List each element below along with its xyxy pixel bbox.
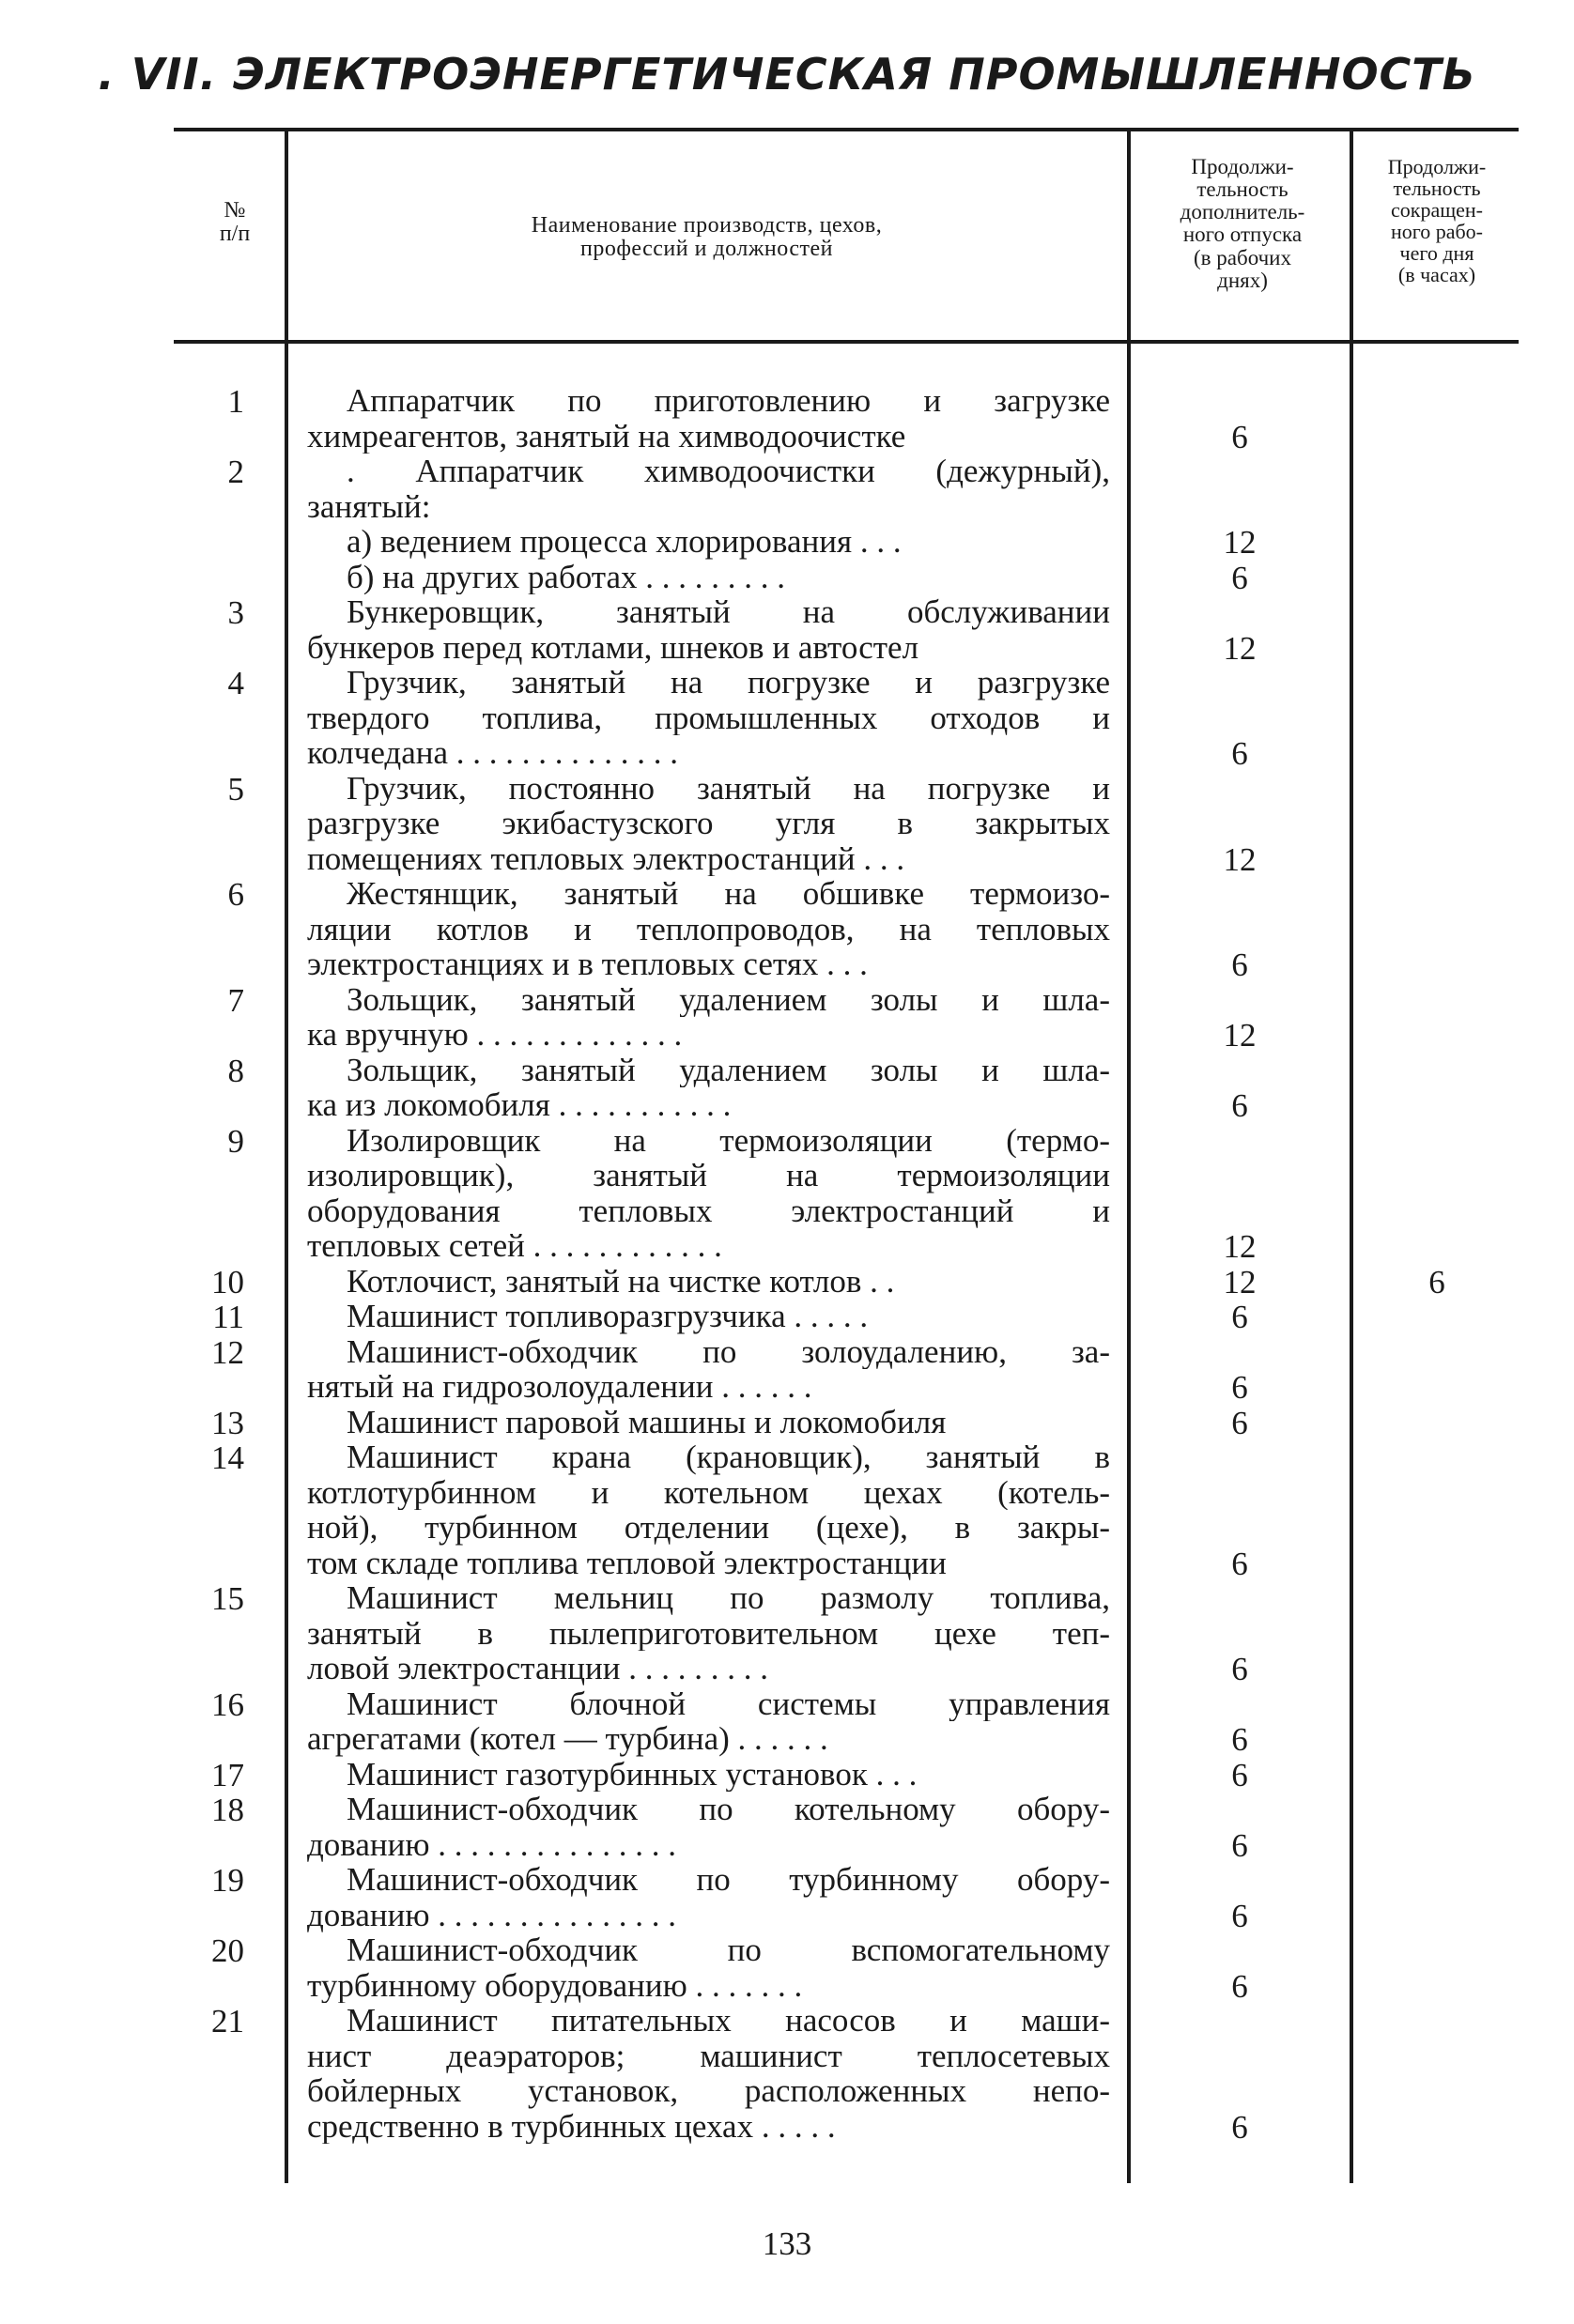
row-name-line: Машинист паровой машины и локомобиля	[347, 1404, 947, 1439]
row-number: 12	[211, 1333, 244, 1371]
row-name	[307, 1053, 1110, 1123]
row-name	[307, 1439, 1110, 1580]
header-line: чего дня	[1399, 241, 1474, 266]
page-number: 133	[762, 2225, 812, 2262]
row-name-line: бойлерных установок, расположенных непо-	[307, 2073, 1110, 2109]
header-name	[286, 214, 1127, 261]
row-name-line: Машинист мельниц по размолу топлива,	[347, 1580, 1110, 1616]
row-name-line: ной), турбинном отделении (цехе), в закры-	[307, 1510, 1110, 1546]
row-name-line: Изолировщик на термоизоляции (термо-	[347, 1122, 1110, 1158]
extra-leave-value: 6	[1231, 1967, 1248, 2005]
row-name-line: а) ведением процесса хлорирования . . .	[347, 524, 902, 560]
row-name-line: Машинист-обходчик по котельному обору-	[347, 1792, 1110, 1827]
row-name-line: Машинист-обходчик по золоудалению, за-	[347, 1333, 1110, 1369]
header-line: п/п	[219, 222, 251, 247]
row-number: 9	[227, 1122, 244, 1160]
row-name-line: оборудования тепловых электростанций и	[307, 1193, 1110, 1228]
extra-leave-value: 6	[1231, 1826, 1248, 1864]
row-name	[307, 1405, 1110, 1440]
row-name-line: Грузчик, постоянно занятый на погрузке и	[347, 770, 1110, 806]
extra-leave-value: 6	[1231, 1087, 1248, 1124]
row-number: 14	[211, 1439, 244, 1476]
header-line: тельность	[1393, 177, 1481, 201]
header-line: тельность	[1196, 177, 1289, 202]
row-number: 5	[227, 770, 244, 808]
header-line: ного отпуска	[1182, 223, 1303, 247]
row-name-line: Машинист-обходчик по вспомогательному	[347, 1932, 1110, 1968]
row-name-line: изолировщик), занятый на термоизоляции	[307, 1158, 1110, 1193]
row-name-line: Машинист топливоразгрузчика . . . . .	[347, 1299, 869, 1334]
extra-leave-value: 6	[1231, 1897, 1248, 1934]
row-name	[307, 665, 1110, 771]
extra-leave-value: 6	[1231, 1721, 1248, 1758]
row-name-line: нист деаэраторов; машинист теплосетевых	[307, 2038, 1110, 2073]
row-name	[307, 1299, 1110, 1334]
row-name-line: турбинному оборудованию . . . . . . .	[307, 1967, 803, 2003]
row-number: 3	[227, 594, 244, 631]
row-name-line: . Аппаратчик химводоочистки (дежурный),	[347, 454, 1110, 489]
row-name-line: Машинист крана (крановщик), занятый в	[347, 1439, 1110, 1475]
row-name	[307, 1686, 1110, 1757]
row-name-line: занятый:	[307, 488, 431, 524]
row-name	[307, 1932, 1110, 2003]
row-name	[307, 771, 1110, 877]
row-name	[307, 454, 1110, 594]
extra-leave-value: 6	[1231, 1651, 1248, 1687]
row-name-line: ловой электростанции . . . . . . . . .	[307, 1651, 768, 1686]
row-number: 10	[211, 1263, 244, 1301]
row-name	[307, 876, 1110, 982]
header-line: (в рабочих	[1194, 245, 1291, 269]
row-name-line: Котлочист, занятый на чистке котлов . .	[347, 1263, 895, 1299]
row-name	[307, 1334, 1110, 1405]
header-bottom-rule	[174, 340, 1519, 344]
header-line: Продолжи-	[1387, 155, 1487, 178]
header-line: дополнитель-	[1180, 200, 1305, 224]
row-number: 1	[227, 383, 244, 420]
row-number: 20	[211, 1932, 244, 1969]
row-name-line: средственно в турбинных цехах . . . . .	[307, 2108, 836, 2144]
extra-leave-value: 6	[1231, 2108, 1248, 2146]
row-name-line: ляции котлов и теплопроводов, на тепловых	[307, 911, 1110, 947]
row-name-line: ка из локомобиля . . . . . . . . . . .	[307, 1087, 732, 1123]
extra-leave-value: 6	[1231, 559, 1248, 596]
row-name-line: химреагентов, занятый на химводоочистке	[307, 418, 906, 454]
header-number	[178, 199, 291, 246]
extra-leave-value: 6	[1231, 735, 1248, 772]
row-name-line: тепловых сетей . . . . . . . . . . . .	[307, 1228, 722, 1264]
row-name-line: занятый в пылеприготовительном цехе теп-	[307, 1615, 1110, 1651]
row-name	[307, 1123, 1110, 1264]
row-name-line: б) на других работах . . . . . . . . .	[347, 559, 786, 594]
row-name-line: Машинист газотурбинных установок . . .	[347, 1756, 918, 1792]
header-line: днях)	[1217, 268, 1268, 292]
extra-leave-value: 6	[1231, 1756, 1248, 1793]
row-name	[307, 1757, 1110, 1793]
header-line: сокращен-	[1390, 198, 1484, 223]
row-name-line: дованию . . . . . . . . . . . . . . .	[307, 1826, 677, 1862]
row-name-line: дованию . . . . . . . . . . . . . . .	[307, 1897, 677, 1932]
extra-leave-value: 6	[1231, 1545, 1248, 1582]
row-name-line: Зольщик, занятый удалением золы и шла-	[347, 981, 1110, 1017]
row-name	[307, 2003, 1110, 2144]
row-name-line: том складе топлива тепловой электростанции	[307, 1545, 947, 1580]
row-name-line: Машинист-обходчик по турбинному обору-	[347, 1862, 1110, 1898]
row-name-line: Машинист питательных насосов и маши-	[347, 2003, 1110, 2039]
row-name	[307, 1862, 1110, 1932]
row-name	[307, 1580, 1110, 1686]
row-name-line: котлотурбинном и котельном цехах (котель-	[307, 1474, 1110, 1510]
row-name-line: Жестянщик, занятый на обшивке термоизо-	[347, 876, 1110, 912]
row-name-line: Грузчик, занятый на погрузке и разгрузке	[347, 665, 1110, 700]
header-short-day	[1357, 156, 1517, 286]
row-number: 17	[211, 1756, 244, 1793]
extra-leave-value: 6	[1231, 1369, 1248, 1406]
row-number: 21	[211, 2003, 244, 2039]
row-name-line: электростанциях и в тепловых сетях . . .	[307, 947, 868, 982]
row-name	[307, 383, 1110, 454]
header-extra-leave	[1134, 156, 1350, 292]
row-number: 7	[227, 981, 244, 1019]
column-divider-3	[1350, 131, 1353, 2183]
column-divider-2	[1127, 131, 1131, 2183]
extra-leave-value: 6	[1231, 947, 1248, 983]
header-line: (в часах)	[1397, 263, 1476, 287]
row-name-line: агрегатами (котел — турбина) . . . . . .	[307, 1721, 828, 1757]
header-line: Наименование производств, цехов,	[531, 213, 883, 238]
column-divider-1	[285, 131, 288, 2183]
extra-leave-value: 12	[1223, 1017, 1257, 1054]
extra-leave-value: 6	[1231, 418, 1248, 455]
short-day-value: 6	[1428, 1263, 1445, 1301]
row-number: 15	[211, 1580, 244, 1617]
extra-leave-value: 12	[1223, 629, 1257, 667]
extra-leave-value: 6	[1231, 1404, 1248, 1441]
row-number: 18	[211, 1792, 244, 1828]
row-name	[307, 1264, 1110, 1300]
row-name-line: твердого топлива, промышленных отходов и	[307, 700, 1110, 735]
header-top-rule	[174, 128, 1519, 131]
row-number: 13	[211, 1404, 244, 1441]
row-name	[307, 594, 1110, 665]
row-name-line: бункеров перед котлами, шнеков и автостел	[307, 629, 919, 665]
section-title: . VII. ЭЛЕКТРОЭНЕРГЕТИЧЕСКАЯ ПРОМЫШЛЕННОСТЬ	[98, 49, 1476, 100]
extra-leave-value: 12	[1223, 840, 1257, 878]
extra-leave-value: 12	[1223, 1228, 1257, 1265]
row-number: 11	[212, 1299, 244, 1335]
row-name-line: нятый на гидрозолоудалении . . . . . .	[307, 1369, 812, 1405]
row-name-line: Машинист блочной системы управления	[347, 1685, 1110, 1721]
extra-leave-value: 12	[1223, 1263, 1257, 1301]
row-number: 4	[227, 665, 244, 701]
row-number: 6	[227, 876, 244, 913]
row-name	[307, 982, 1110, 1053]
row-number: 16	[211, 1685, 244, 1723]
row-number: 8	[227, 1052, 244, 1089]
row-name-line: Зольщик, занятый удалением золы и шла-	[347, 1052, 1110, 1087]
row-name-line: помещениях тепловых электростанций . . .	[307, 840, 905, 876]
header-line: профессий и должностей	[579, 237, 833, 262]
row-name	[307, 1792, 1110, 1862]
row-number: 19	[211, 1862, 244, 1899]
extra-leave-value: 12	[1223, 524, 1257, 561]
row-name-line: ка вручную . . . . . . . . . . . . .	[307, 1017, 683, 1053]
header-line: Продолжи-	[1191, 155, 1294, 178]
row-name-line: колчедана . . . . . . . . . . . . . .	[307, 735, 679, 771]
row-number: 2	[227, 454, 244, 490]
row-name-line: Аппаратчик по приготовлению и загрузке	[347, 383, 1110, 419]
extra-leave-value: 6	[1231, 1299, 1248, 1335]
header-line: ного рабо-	[1390, 220, 1484, 244]
row-name-line: Бункеровщик, занятый на обслуживании	[347, 594, 1110, 630]
row-name-line: разгрузке экибастузского угля в закрытых	[307, 806, 1110, 841]
header-line: №	[224, 198, 246, 223]
